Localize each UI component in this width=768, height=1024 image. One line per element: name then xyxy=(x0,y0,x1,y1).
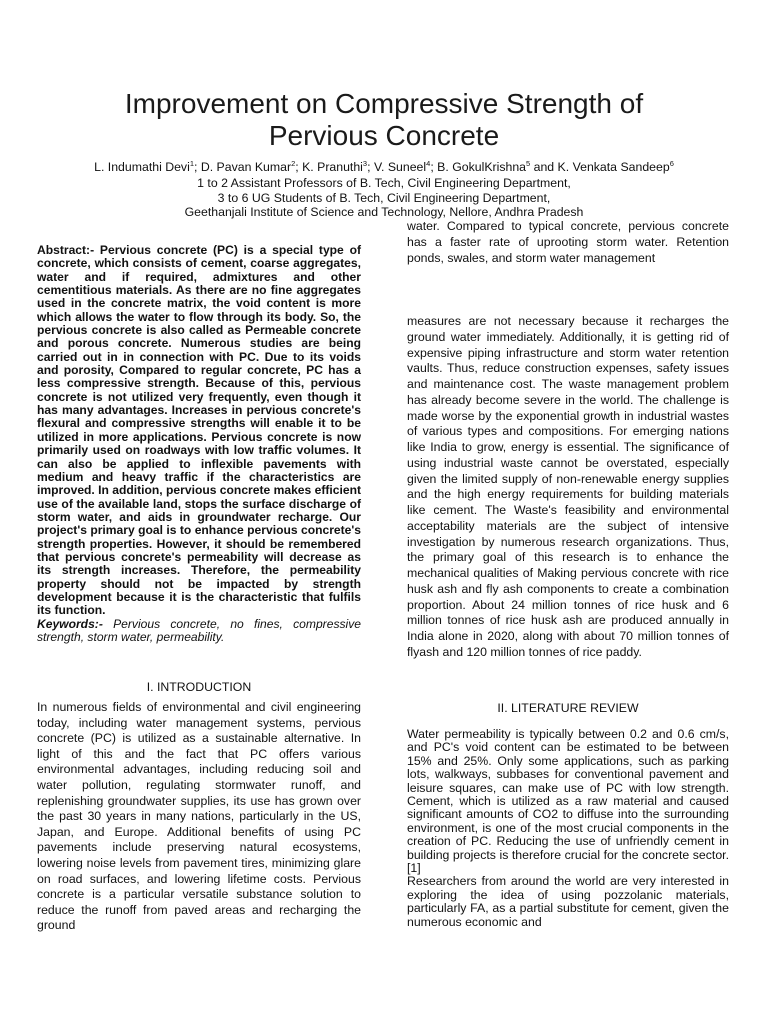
abstract: Abstract:- Pervious concrete (PC) is a special type of concrete, which consists of cement, coarse aggregates, water and if required, admixtures and other cementitious materials. As there are no fine aggregates used in the concrete matrix, the void content is more which allows the water to flow through its body. So, the pervious concrete is also called as Permeable concrete and porous concrete. Numerous studies are being carried out in in connection with PC. Due to its voids and porosity, Compared to regular concrete, PC has a less compressive strength. Because of this, pervious concrete is not utilized very frequently, even though it has many advantages. Increases in pervious concrete's flexural and compressive strengths will enable it to be utilized in more applications. Pervious concrete is now primarily used on roadways with low traffic volumes. It can also be applied to inflexible pavements with medium and heavy traffic if the characteristics are improved. In addition, pervious concrete makes efficient use of the available land, stops the surface discharge of storm water, and aids in groundwater recharge. Our project's primary goal is to enhance pervious concrete's strength properties. However, it should be remembered that pervious concrete's permeability will decrease as its strength increases. Therefore, the permeability property should not be impacted by strength development because it is the characteristic that fulfils its function. xyxy=(37,243,361,618)
author-name: K. Pranuthi xyxy=(302,160,363,174)
section-heading-literature-review: II. LITERATURE REVIEW xyxy=(497,701,639,715)
introduction-body xyxy=(37,700,361,934)
paragraph: measures are not necessary because it recharges the ground water immediately. Additionally, it is getting rid of expensive piping infrastructure and storm water retention vaults. Thus, reduce construction expenses, safety issues and maintenance cost. The waste management problem has already become severe in the world. The challenge is made worse by the exponential growth in industrial wastes of various types and compositions. For emerging nations like India to grow, energy is essential. The significance of using industrial waste cannot be overstated, especially given the limited supply of non-renewable energy supplies and the high energy requirements for building materials like cement. The Waste's feasibility and environmental acceptability materials are the subject of intensive investigation by numerous research organizations. Thus, the primary goal of this research is to enhance the mechanical qualities of Making pervious concrete with rice husk ash and fly ash components to create a combination proportion. About 24 million tonnes of rice husk and 6 million tonnes of rice husk ash are produced annually in India alone in 2020, along with about 70 million tonnes of flyash and 120 million tonnes of rice paddy. xyxy=(407,314,729,659)
author-affiliation-mark: 6 xyxy=(669,158,674,168)
affiliation-line: 3 to 6 UG Students of B. Tech, Civil Engineering Department, xyxy=(217,190,551,205)
introduction-continued xyxy=(407,314,729,661)
author-affiliation-mark: 1 xyxy=(189,158,194,168)
author-affiliation-mark: 2 xyxy=(291,158,296,168)
title-line-1: Improvement on Compressive Strength of xyxy=(124,88,644,119)
author-name: L. Indumathi Devi xyxy=(94,160,190,174)
author-affiliation-mark: 5 xyxy=(526,158,531,168)
paragraph: water. Compared to typical concrete, pervious concrete has a faster rate of uprooting storm water. Retention ponds, swales, and storm water management xyxy=(407,219,729,265)
paragraph: Water permeability is typically between 0.2 and 0.6 cm/s, and PC's void content can be estimated to be between 15% and 25%. Only some applications, such as parking lots, walkways, subbases for conventional pavement and leisure squares, can make use of PC with low strength. Cement, which is utilized as a raw material and caused significant amounts of CO2 to diffuse into the surrounding environment, is one of the most crucial components in the creation of PC. Reducing the use of unfriendly cement in building projects is therefore crucial for the concrete sector. [1] xyxy=(407,727,729,876)
title-line-2: Pervious Concrete xyxy=(268,120,500,151)
right-column-top xyxy=(407,218,729,266)
author-name: D. Pavan Kumar xyxy=(200,160,292,174)
author-list: L. Indumathi Devi$^1$; D. Pavan Kumar$^2$; K. Pranuthi$^3$; V. Suneel$^4$; B. GokulKrishna$^5$ and K. Venkata Sandeep$^6$ xyxy=(94,158,674,174)
literature-review-body xyxy=(407,728,729,929)
paragraph: Researchers from around the world are very interested in exploring the idea of using pozzolanic materials, particularly FA, as a partial substitute for cement, given the numerous economic and xyxy=(407,874,729,929)
keywords-text: Pervious concrete, no fines, compressive strength, storm water, permeability. xyxy=(37,616,361,645)
affiliation-line: 1 to 2 Assistant Professors of B. Tech, Civil Engineering Department, xyxy=(197,176,571,190)
author-name: V. Suneel xyxy=(373,160,427,174)
section-heading-introduction: I. INTRODUCTION xyxy=(146,680,252,694)
left-column xyxy=(37,244,361,644)
paragraph: In numerous fields of environmental and civil engineering today, including water management systems, pervious concrete (PC) is utilized as a sustainable alternative. In light of this and the fact that PC offers various environmental advantages, including reducing soil and water pollution, regulating stormwater runoff, and replenishing groundwater supplies, its use has grown over the past 30 years in many nations, particularly in the US, Japan, and Europe. Additional benefits of using PC pavements include preserving natural ecosystems, lowering noise levels from pavement tires, minimizing glare on road surfaces, and lowering lifetime costs. Pervious concrete is a particular versatile substance solution to reduce the runoff from paved areas and recharging the ground xyxy=(37,700,361,933)
author-name: K. Venkata Sandeep xyxy=(557,160,670,174)
author-affiliation-mark: 3 xyxy=(362,158,368,168)
affiliations xyxy=(0,176,768,220)
paper-title xyxy=(0,88,768,152)
keywords xyxy=(37,618,361,645)
author-affiliation-mark: 4 xyxy=(426,158,431,168)
affiliation-line: Geethanjali Institute of Science and Technology, Nellore, Andhra Pradesh xyxy=(184,205,584,219)
keywords-label: Keywords:- xyxy=(37,616,103,631)
author-name: B. GokulKrishna xyxy=(437,160,527,174)
